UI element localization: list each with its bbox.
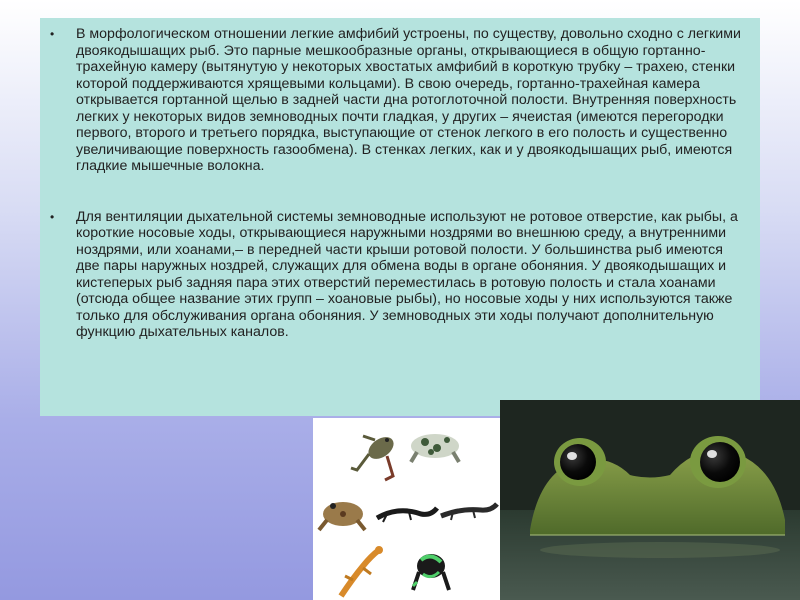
bullet-marker: • — [50, 27, 55, 41]
bullet-marker: • — [50, 209, 55, 224]
amphibians-collage — [313, 418, 500, 600]
paragraph-text: Для вентиляции дыхательной системы земноводные используют не ротовое отверстие, как рыбы, а короткие носовые ходы, открывающиеся наружными ноздрями во внешнюю среду, а внутренними ноздрями, или хоанами,– в передней части крыши ротовой полости. У большинства рыб имеются две пары наружных ноздрей, служащих для обмена воды в органе обоняния. У двоякодышащих и кистеперых рыб задняя пара этих отверстий переместилась в ротовую полость и стала хоанами (отсюда общее название этих групп – хоановые рыбы), но носовые ходы у них используются также только для обслуживания органа обоняния. У земноводных эти ходы получают дополнительную функцию дыхательных каналов. — [76, 208, 738, 340]
paragraph-text: В морфологическом отношении легкие амфибий устроены, по существу, довольно сходно с легкими двоякодышащих рыб. Это парные мешкообразные органы, открывающиеся в общую гортанно-трахейную камеру (вытянутую у некоторых хвостатых амфибий в короткую трубку – трахею, стенки которой поддерживаются хрящевыми кольцами). В свою очередь, гортанно-трахейная камера открывается гортанной щелью в задней части дна ротоглоточной полости. Внутренняя поверхность легких у некоторых видов земноводных почти гладкая, у других – ячеистая (имеются перегородки первого, второго и третьего порядка, выступающие от стенок легкого в его полость и существенно увеличивающие поверхность газообмена). В стенках легких, как и у двоякодышащих рыб, имеются гладкие мышечные волокна. — [76, 26, 741, 174]
frog-closeup-photo — [500, 400, 800, 600]
bullet-paragraph-nostrils — [50, 208, 746, 341]
black-salamander-icon — [377, 508, 437, 522]
amphibians-collage-svg — [313, 418, 500, 600]
text-panel — [40, 18, 760, 416]
tree-frog-icon — [351, 433, 398, 480]
bullet-paragraph-lungs — [50, 26, 746, 175]
newt-icon — [441, 504, 497, 520]
bullet-list — [50, 26, 746, 341]
frog-eyes-icon — [500, 400, 800, 600]
brown-frog-icon — [319, 502, 365, 530]
poison-dart-frog-icon — [413, 554, 449, 590]
orange-newt-icon — [341, 546, 383, 596]
toad-icon — [411, 434, 459, 462]
